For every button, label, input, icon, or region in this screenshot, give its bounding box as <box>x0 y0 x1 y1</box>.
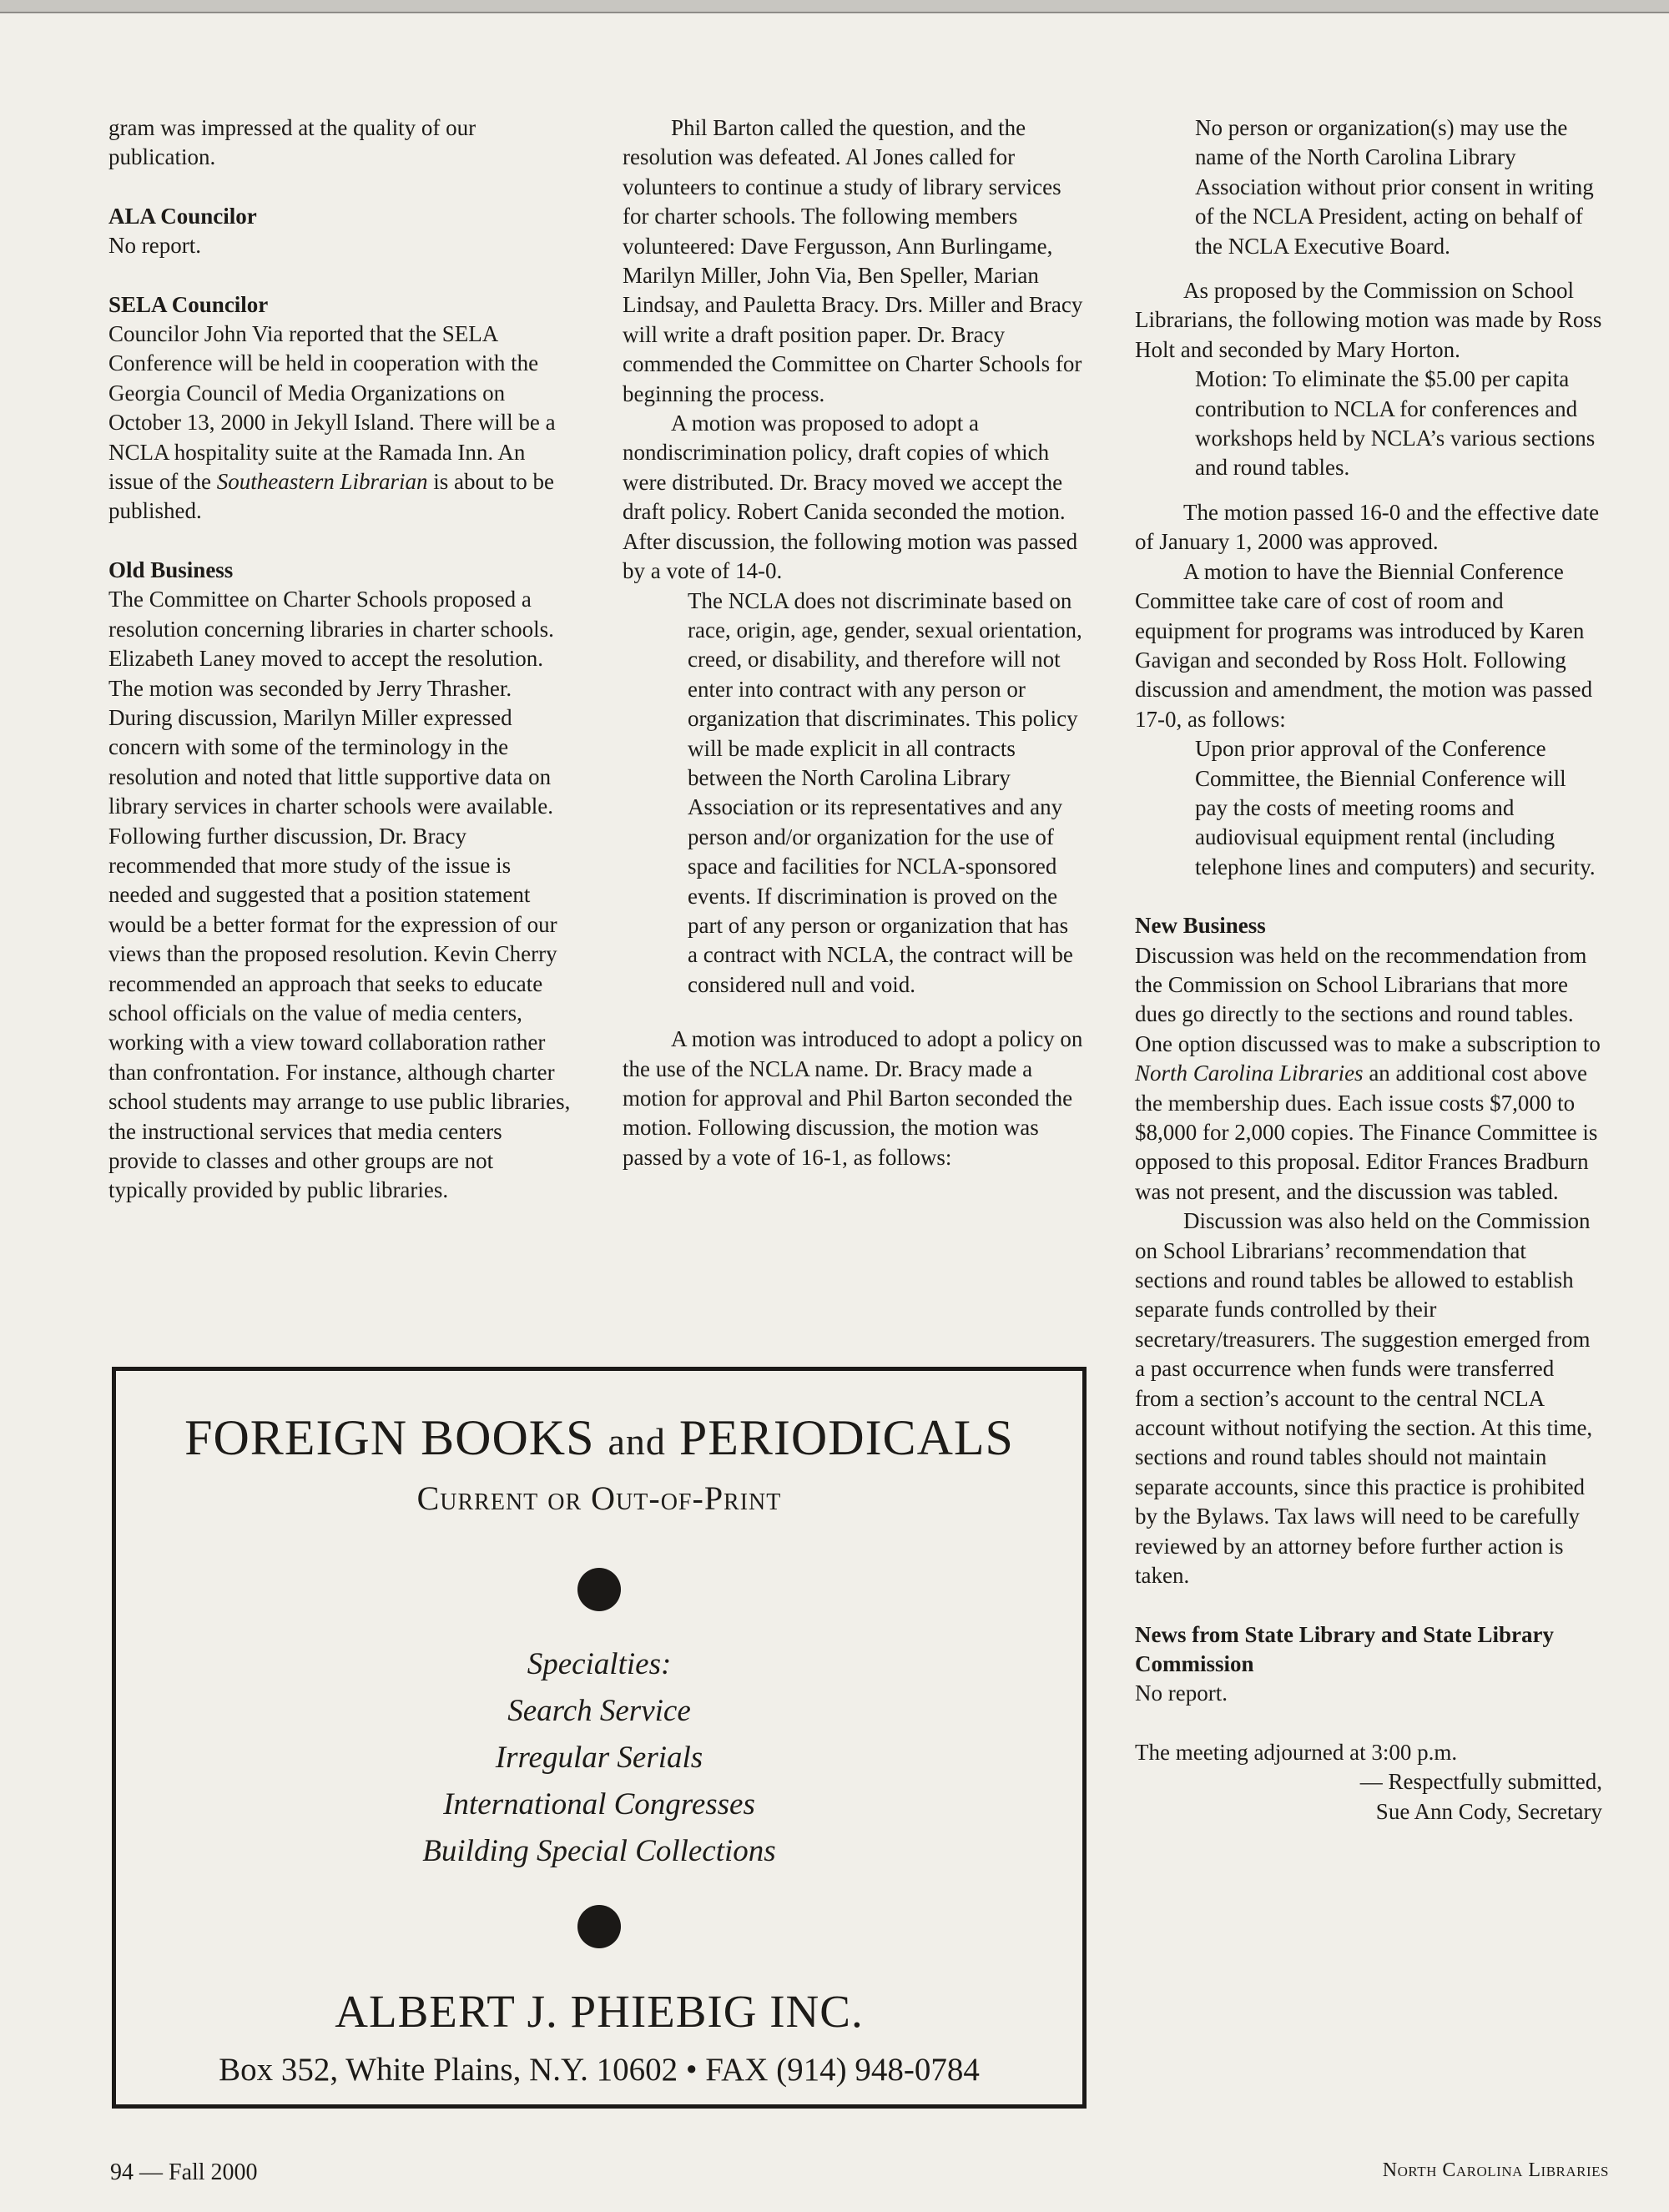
nondiscrimination-policy: The NCLA does not discriminate based on race, origin, age, gender, sexual orientation, creed, or disability, and therefore will not enter into contract with any person or organization that discriminates. This policy will be made explicit in all contracts between the North Carolina Library Association or its representatives and any person and/or organization for the use of space and facilities for NCLA-sponsored events. If discrimination is proved on the part of any person or organization that has a contract with NCLA, the contract will be considered null and void. <box>688 587 1082 997</box>
page-top-edge <box>0 0 1669 13</box>
paragraph-motion-passed: The motion passed 16-0 and the effective date of January 1, 2000 was approved. <box>1135 499 1600 555</box>
signature-line-2: Sue Ann Cody, Secretary <box>1375 1798 1602 1824</box>
name-policy: No person or organization(s) may use the name of the North Carolina Library Association without prior consent in writing of the NCLA President, acting on behalf of the NCLA Executive Board. <box>1195 115 1594 259</box>
issue-label: — Fall 2000 <box>139 2159 258 2185</box>
specialty-item: Building Special Collections <box>422 1834 776 1868</box>
paragraph-separate-funds: Discussion was also held on the Commission on School Librarians’ recommendation that sections and round tables be allowed to establish separate funds controlled by their secretary/treasurers. The suggestion emerged from a past occurrence when funds were transferred from a section’s account to the central NCLA account without notifying the section. At this time, sections and round tables should not maintain separate accounts, since this practice is prohibited by the Bylaws. Tax laws will need to be carefully reviewed by an attorney before further action is taken. <box>1135 1208 1593 1589</box>
specialty-item: Specialties: <box>527 1647 672 1681</box>
ad-subtitle: Current or Out-of-Print <box>416 1479 782 1517</box>
adjourn-text: The meeting adjourned at 3:00 p.m. <box>1135 1739 1458 1765</box>
paragraph-school-librarians-motion: As proposed by the Commission on School Librarians, the following motion was made by Ross Holt and seconded by Mary Horton. <box>1135 278 1602 362</box>
paragraph-nondiscrimination-motion: A motion was proposed to adopt a nondiscrimination policy, draft copies of which were distributed. Dr. Bracy moved we accept the draft policy. Robert Canida seconded the motion. After discussion, the following motion was passed by a vote of 14-0. <box>623 411 1078 584</box>
column-left <box>108 113 572 1206</box>
footer-journal-title: North Carolina Libraries <box>1382 2159 1609 2181</box>
new-business-heading: New Business <box>1135 913 1266 939</box>
sela-heading: SELA Councilor <box>108 291 269 317</box>
specialty-item: International Congresses <box>443 1787 755 1821</box>
footer-page-info <box>110 2159 258 2186</box>
state-library-text: No report. <box>1135 1680 1228 1706</box>
new-business-text: Discussion was held on the recommendation from the Commission on School Librarians that more dues go directly to the sections and round tables. One option discussed was to make a subscription to North Carolina Libraries an additional cost above the membership dues. Each issue costs $7,000 to $8,000 for 2,000 copies. The Finance Committee is opposed to this proposal. Editor Frances Bradburn was not present, and the discussion was tabled. <box>1135 942 1601 1204</box>
advertisement-box <box>112 1367 1087 2109</box>
sela-text: Councilor John Via reported that the SELA Conference will be held in cooperation with the Georgia Council of Media Organizations on October 13, 2000 in Jekyll Island. There will be a NCLA hospitality suite at the Ramada Inn. An issue of the Southeastern Librarian is about to be published. <box>108 321 556 524</box>
page-number: 94 <box>110 2159 134 2185</box>
column-middle <box>623 113 1083 1172</box>
state-library-heading: News from State Library and State Library Commission <box>1135 1621 1554 1676</box>
paragraph-name-motion: A motion was introduced to adopt a policy on the use of the NCLA name. Dr. Bracy made a motion for approval and Phil Barton seconded the motion. Following discussion, the motion was passed by a vote of 16-1, as follows: <box>623 1026 1083 1170</box>
specialty-item: Search Service <box>507 1694 691 1728</box>
old-business-heading: Old Business <box>108 557 234 582</box>
ala-heading: ALA Councilor <box>108 203 257 229</box>
signature-line-1: — Respectfully submitted, <box>1359 1769 1602 1795</box>
ala-text: No report. <box>108 233 201 259</box>
ad-specialties <box>116 1641 1082 1875</box>
ad-title: FOREIGN BOOKS and PERIODICALS <box>184 1410 1014 1465</box>
ad-address: Box 352, White Plains, N.Y. 10602 • FAX (914) 948-0784 <box>219 2052 980 2088</box>
bullet-dot-icon <box>577 1905 621 1948</box>
per-capita-motion: Motion: To eliminate the $5.00 per capita contribution to NCLA for conferences and workshops held by NCLA’s various sections and round tables. <box>1195 366 1596 481</box>
ad-company-name: ALBERT J. PHIEBIG INC. <box>335 1986 864 2037</box>
paragraph-charter-study: Phil Barton called the question, and the resolution was defeated. Al Jones called for volunteers to continue a study of library services for charter schools. The following members volunteered: Dave Fergusson, Ann Burlingame, Marilyn Miller, John Via, Ben Speller, Marian Lindsay, and Pauletta Bracy. Drs. Miller and Bracy will write a draft position paper. Dr. Bracy commended the Committee on Charter Schools for beginning the process. <box>623 115 1083 406</box>
bullet-dot-icon <box>577 1568 621 1611</box>
old-business-text: The Committee on Charter Schools proposed a resolution concerning libraries in charter schools. Elizabeth Laney moved to accept the resolution. The motion was seconded by Jerry Thrasher. During discussion, Marilyn Miller expressed concern with some of the terminology in the resolution and noted that little supportive data on library services in charter schools were available. Following further discussion, Dr. Bracy recommended that more study of the issue is needed and suggested that a position statement would be a better format for the expression of our views than the proposed resolution. Kevin Cherry recommended an approach that seeks to educate school officials on the value of media centers, working with a view toward collaboration rather than confrontation. For instance, although charter school students may arrange to use public libraries, the instructional services that media centers provide to classes and other groups are not typically provided by public libraries. <box>108 587 571 1203</box>
column-right <box>1135 113 1602 1827</box>
specialty-item: Irregular Serials <box>495 1741 703 1775</box>
conference-approval: Upon prior approval of the Conference Committee, the Biennial Conference will pay the costs of meeting rooms and audiovisual equipment rental (including telephone lines and computers) and security. <box>1195 736 1596 879</box>
paragraph-conference-motion: A motion to have the Biennial Conference Committee take care of cost of room and equipment for programs was introduced by Karen Gavigan and seconded by Ross Holt. Following discussion and amendment, the motion was passed 17-0, as follows: <box>1135 558 1593 732</box>
intro-paragraph: gram was impressed at the quality of our publication. <box>108 115 476 170</box>
